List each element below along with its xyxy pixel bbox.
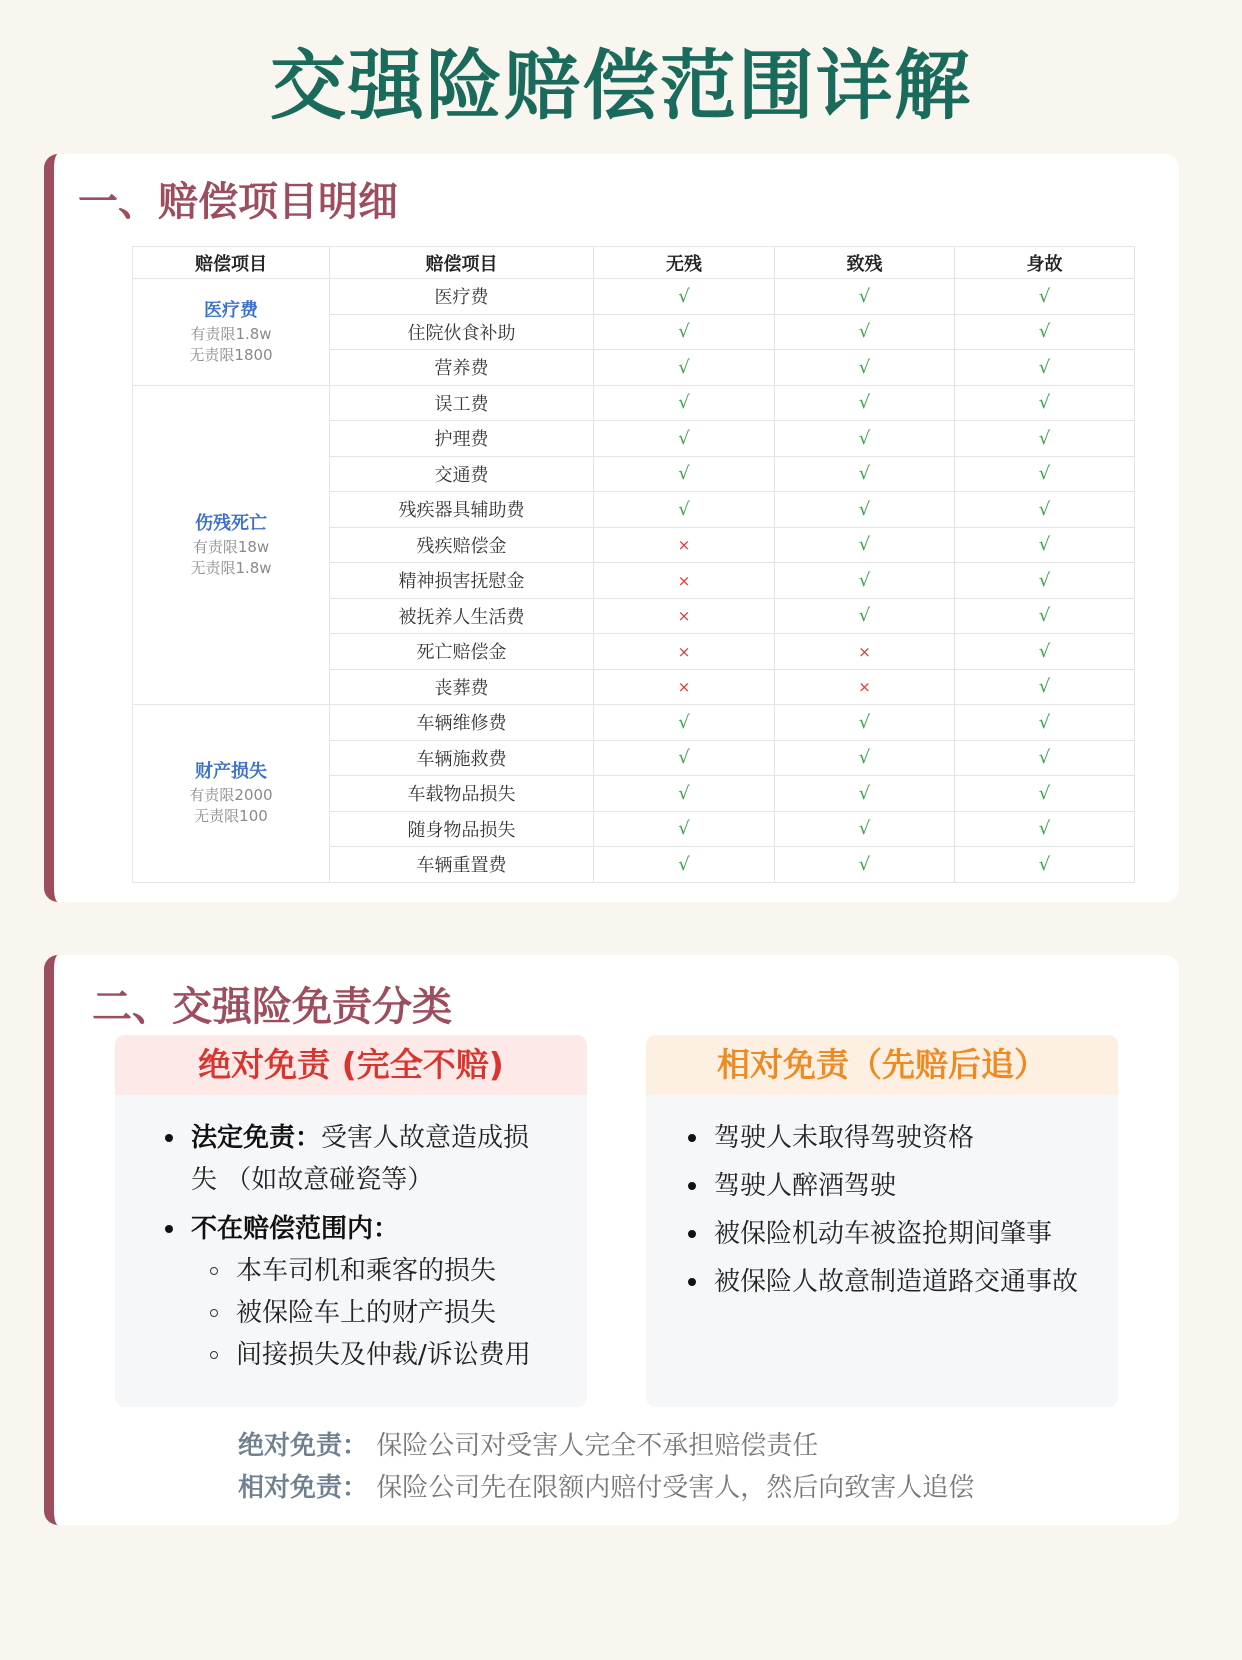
mark-cell [955, 634, 1135, 670]
mark-cell [955, 669, 1135, 705]
list-item: 被保险人故意制造道路交通事故 [714, 1267, 1079, 1297]
mark-cell [594, 811, 775, 847]
mark-cell [955, 527, 1135, 563]
item-cell: 住院伙食补助 [330, 314, 594, 350]
checkmark-icon: √ [678, 427, 690, 449]
checkmark-icon: √ [858, 747, 871, 769]
note-relative [238, 1468, 974, 1508]
header-death: 身故 [955, 247, 1135, 279]
item-cell: 随身物品损失 [330, 811, 594, 847]
item-cell: 残疾赔偿金 [330, 527, 594, 563]
mark-cell [775, 563, 955, 599]
mark-cell [775, 705, 955, 741]
cross-icon: × [677, 678, 691, 697]
checkmark-icon: √ [858, 782, 871, 804]
hollow-circle-icon [210, 1309, 218, 1317]
filled-dot-icon [688, 1278, 696, 1286]
item-cell: 车载物品损失 [330, 776, 594, 812]
checkmark-icon: √ [678, 782, 690, 804]
list-item: 驾驶人醉酒驾驶 [714, 1171, 897, 1201]
note-text: 保险公司先在限额内赔付受害人，然后向致害人追偿 [376, 1473, 975, 1503]
checkmark-icon: √ [678, 818, 690, 840]
table-row [133, 279, 1135, 315]
checkmark-icon: √ [858, 534, 871, 556]
mark-cell [955, 456, 1135, 492]
mark-cell [775, 314, 955, 350]
cross-icon: × [677, 642, 691, 661]
item-cell: 营养费 [330, 350, 594, 386]
mark-cell [955, 350, 1135, 386]
filled-dot-icon [688, 1230, 696, 1238]
sub-list-item: 被保险车上的财产损失 [236, 1298, 497, 1328]
checkmark-icon: √ [678, 356, 690, 378]
checkmark-icon: √ [678, 711, 690, 733]
item-cell: 车辆维修费 [330, 705, 594, 741]
mark-cell [594, 669, 775, 705]
checkmark-icon: √ [1038, 747, 1051, 769]
group-cell [133, 385, 330, 705]
checkmark-icon: √ [858, 356, 871, 378]
mark-cell [955, 563, 1135, 599]
note-text: 保险公司对受害人完全不承担赔偿责任 [376, 1431, 819, 1461]
group-cell [133, 279, 330, 386]
mark-cell [955, 385, 1135, 421]
checkmark-icon: √ [858, 818, 871, 840]
group-cell [133, 705, 330, 883]
absolute-exemption-panel [115, 1035, 587, 1407]
mark-cell [775, 492, 955, 528]
note-label: 绝对免责： [238, 1431, 369, 1461]
checkmark-icon: √ [858, 321, 871, 343]
checkmark-icon: √ [1038, 392, 1051, 414]
mark-cell [594, 776, 775, 812]
group-name: 医疗费 [204, 299, 258, 321]
header-item: 赔偿项目 [330, 247, 594, 279]
mark-cell [775, 598, 955, 634]
item-cell: 误工费 [330, 385, 594, 421]
sub-list-item: 本车司机和乘客的损失 [236, 1256, 497, 1286]
filled-dot-icon [165, 1134, 173, 1142]
checkmark-icon: √ [678, 392, 690, 414]
mark-cell [775, 740, 955, 776]
cross-icon: × [677, 536, 691, 555]
checkmark-icon: √ [678, 463, 690, 485]
mark-cell [775, 421, 955, 457]
checkmark-icon: √ [1038, 321, 1051, 343]
group-limit-not-liable: 无责限1800 [189, 345, 273, 364]
cross-icon: × [858, 642, 871, 661]
mark-cell [594, 456, 775, 492]
mark-cell [775, 776, 955, 812]
item-cell: 车辆重置费 [330, 847, 594, 883]
table-row [133, 705, 1135, 741]
table-row [133, 385, 1135, 421]
note-absolute [238, 1426, 818, 1466]
list-item [191, 1117, 529, 1159]
item-cell: 被抚养人生活费 [330, 598, 594, 634]
checkmark-icon: √ [1038, 853, 1051, 875]
list-item: 驾驶人未取得驾驶资格 [714, 1123, 975, 1153]
item-cell: 护理费 [330, 421, 594, 457]
mark-cell [594, 279, 775, 315]
filled-dot-icon [688, 1182, 696, 1190]
mark-cell [594, 705, 775, 741]
mark-cell [594, 385, 775, 421]
checkmark-icon: √ [858, 853, 871, 875]
group-limit-not-liable: 无责限1.8w [190, 558, 272, 577]
mark-cell [775, 811, 955, 847]
group-limit-not-liable: 无责限100 [194, 807, 268, 826]
mark-cell [775, 847, 955, 883]
mark-cell [775, 456, 955, 492]
cross-icon: × [677, 607, 691, 626]
item-label: 不在赔偿范围内： [191, 1214, 400, 1244]
checkmark-icon: √ [1038, 711, 1051, 733]
item-cell: 丧葬费 [330, 669, 594, 705]
item-cell: 车辆施救费 [330, 740, 594, 776]
checkmark-icon: √ [1038, 605, 1051, 627]
section-title-exemption: 二、交强险免责分类 [92, 984, 452, 1030]
hollow-circle-icon [210, 1351, 218, 1359]
mark-cell [594, 847, 775, 883]
mark-cell [775, 634, 955, 670]
page-title: 交强险赔偿范围详解 [270, 41, 972, 130]
group-name: 伤残死亡 [195, 512, 267, 534]
checkmark-icon: √ [1038, 285, 1051, 307]
item-cell: 医疗费 [330, 279, 594, 315]
exemption-card [44, 955, 1179, 1525]
checkmark-icon: √ [1038, 569, 1051, 591]
claims-table-body [133, 279, 1135, 883]
group-name: 财产损失 [195, 761, 267, 783]
checkmark-icon: √ [1038, 427, 1051, 449]
filled-dot-icon [688, 1134, 696, 1142]
item-text: 受害人故意造成损 [321, 1123, 530, 1153]
mark-cell [594, 421, 775, 457]
mark-cell [955, 740, 1135, 776]
item-cell: 精神损害抚慰金 [330, 563, 594, 599]
checkmark-icon: √ [1038, 498, 1051, 520]
item-cell: 交通费 [330, 456, 594, 492]
checkmark-icon: √ [678, 853, 690, 875]
item-label: 法定免责： [191, 1123, 322, 1153]
claims-detail-card [44, 154, 1179, 902]
cross-icon: × [858, 678, 871, 697]
claims-table [132, 246, 1135, 883]
mark-cell [594, 740, 775, 776]
header-no-disability: 无残 [594, 247, 775, 279]
mark-cell [594, 527, 775, 563]
relative-exemption-panel [646, 1035, 1118, 1407]
checkmark-icon: √ [678, 285, 690, 307]
mark-cell [594, 492, 775, 528]
checkmark-icon: √ [858, 463, 871, 485]
checkmark-icon: √ [1038, 782, 1051, 804]
mark-cell [955, 776, 1135, 812]
checkmark-icon: √ [858, 569, 871, 591]
header-disability: 致残 [775, 247, 955, 279]
cross-icon: × [677, 571, 691, 590]
list-item: 被保险机动车被盗抢期间肇事 [714, 1219, 1053, 1249]
note-label: 相对免责： [238, 1473, 369, 1503]
mark-cell [775, 527, 955, 563]
checkmark-icon: √ [858, 605, 871, 627]
mark-cell [775, 350, 955, 386]
checkmark-icon: √ [858, 285, 871, 307]
checkmark-icon: √ [1038, 640, 1051, 662]
checkmark-icon: √ [1038, 534, 1051, 556]
group-limit-liable: 有责限18w [192, 537, 270, 556]
checkmark-icon: √ [858, 427, 871, 449]
mark-cell [775, 279, 955, 315]
mark-cell [955, 598, 1135, 634]
checkmark-icon: √ [1038, 818, 1051, 840]
group-limit-liable: 有责限1.8w [190, 324, 272, 343]
group-limit-liable: 有责限2000 [189, 786, 273, 805]
list-item [191, 1208, 399, 1250]
mark-cell [594, 634, 775, 670]
table-header-row [133, 247, 1135, 279]
mark-cell [955, 421, 1135, 457]
section-title-claims: 一、赔偿项目明细 [78, 179, 398, 225]
sub-list-item: 间接损失及仲裁/诉讼费用 [236, 1340, 531, 1370]
hollow-circle-icon [210, 1267, 218, 1275]
filled-dot-icon [165, 1225, 173, 1233]
checkmark-icon: √ [858, 498, 871, 520]
mark-cell [594, 314, 775, 350]
absolute-exemption-title: 绝对免责 (完全不赔) [115, 1035, 587, 1095]
mark-cell [955, 847, 1135, 883]
item-cell: 死亡赔偿金 [330, 634, 594, 670]
mark-cell [955, 492, 1135, 528]
checkmark-icon: √ [678, 321, 690, 343]
mark-cell [955, 279, 1135, 315]
checkmark-icon: √ [858, 711, 871, 733]
relative-exemption-title: 相对免责（先赔后追） [646, 1035, 1118, 1095]
header-category: 赔偿项目 [133, 247, 330, 279]
checkmark-icon: √ [678, 747, 690, 769]
mark-cell [955, 705, 1135, 741]
mark-cell [594, 563, 775, 599]
mark-cell [955, 811, 1135, 847]
checkmark-icon: √ [678, 498, 690, 520]
mark-cell [594, 350, 775, 386]
mark-cell [775, 669, 955, 705]
mark-cell [955, 314, 1135, 350]
mark-cell [775, 385, 955, 421]
list-item-continuation: 失 （如故意碰瓷等） [191, 1165, 434, 1195]
checkmark-icon: √ [858, 392, 871, 414]
item-cell: 残疾器具辅助费 [330, 492, 594, 528]
checkmark-icon: √ [1038, 356, 1051, 378]
checkmark-icon: √ [1038, 676, 1051, 698]
mark-cell [594, 598, 775, 634]
checkmark-icon: √ [1038, 463, 1051, 485]
